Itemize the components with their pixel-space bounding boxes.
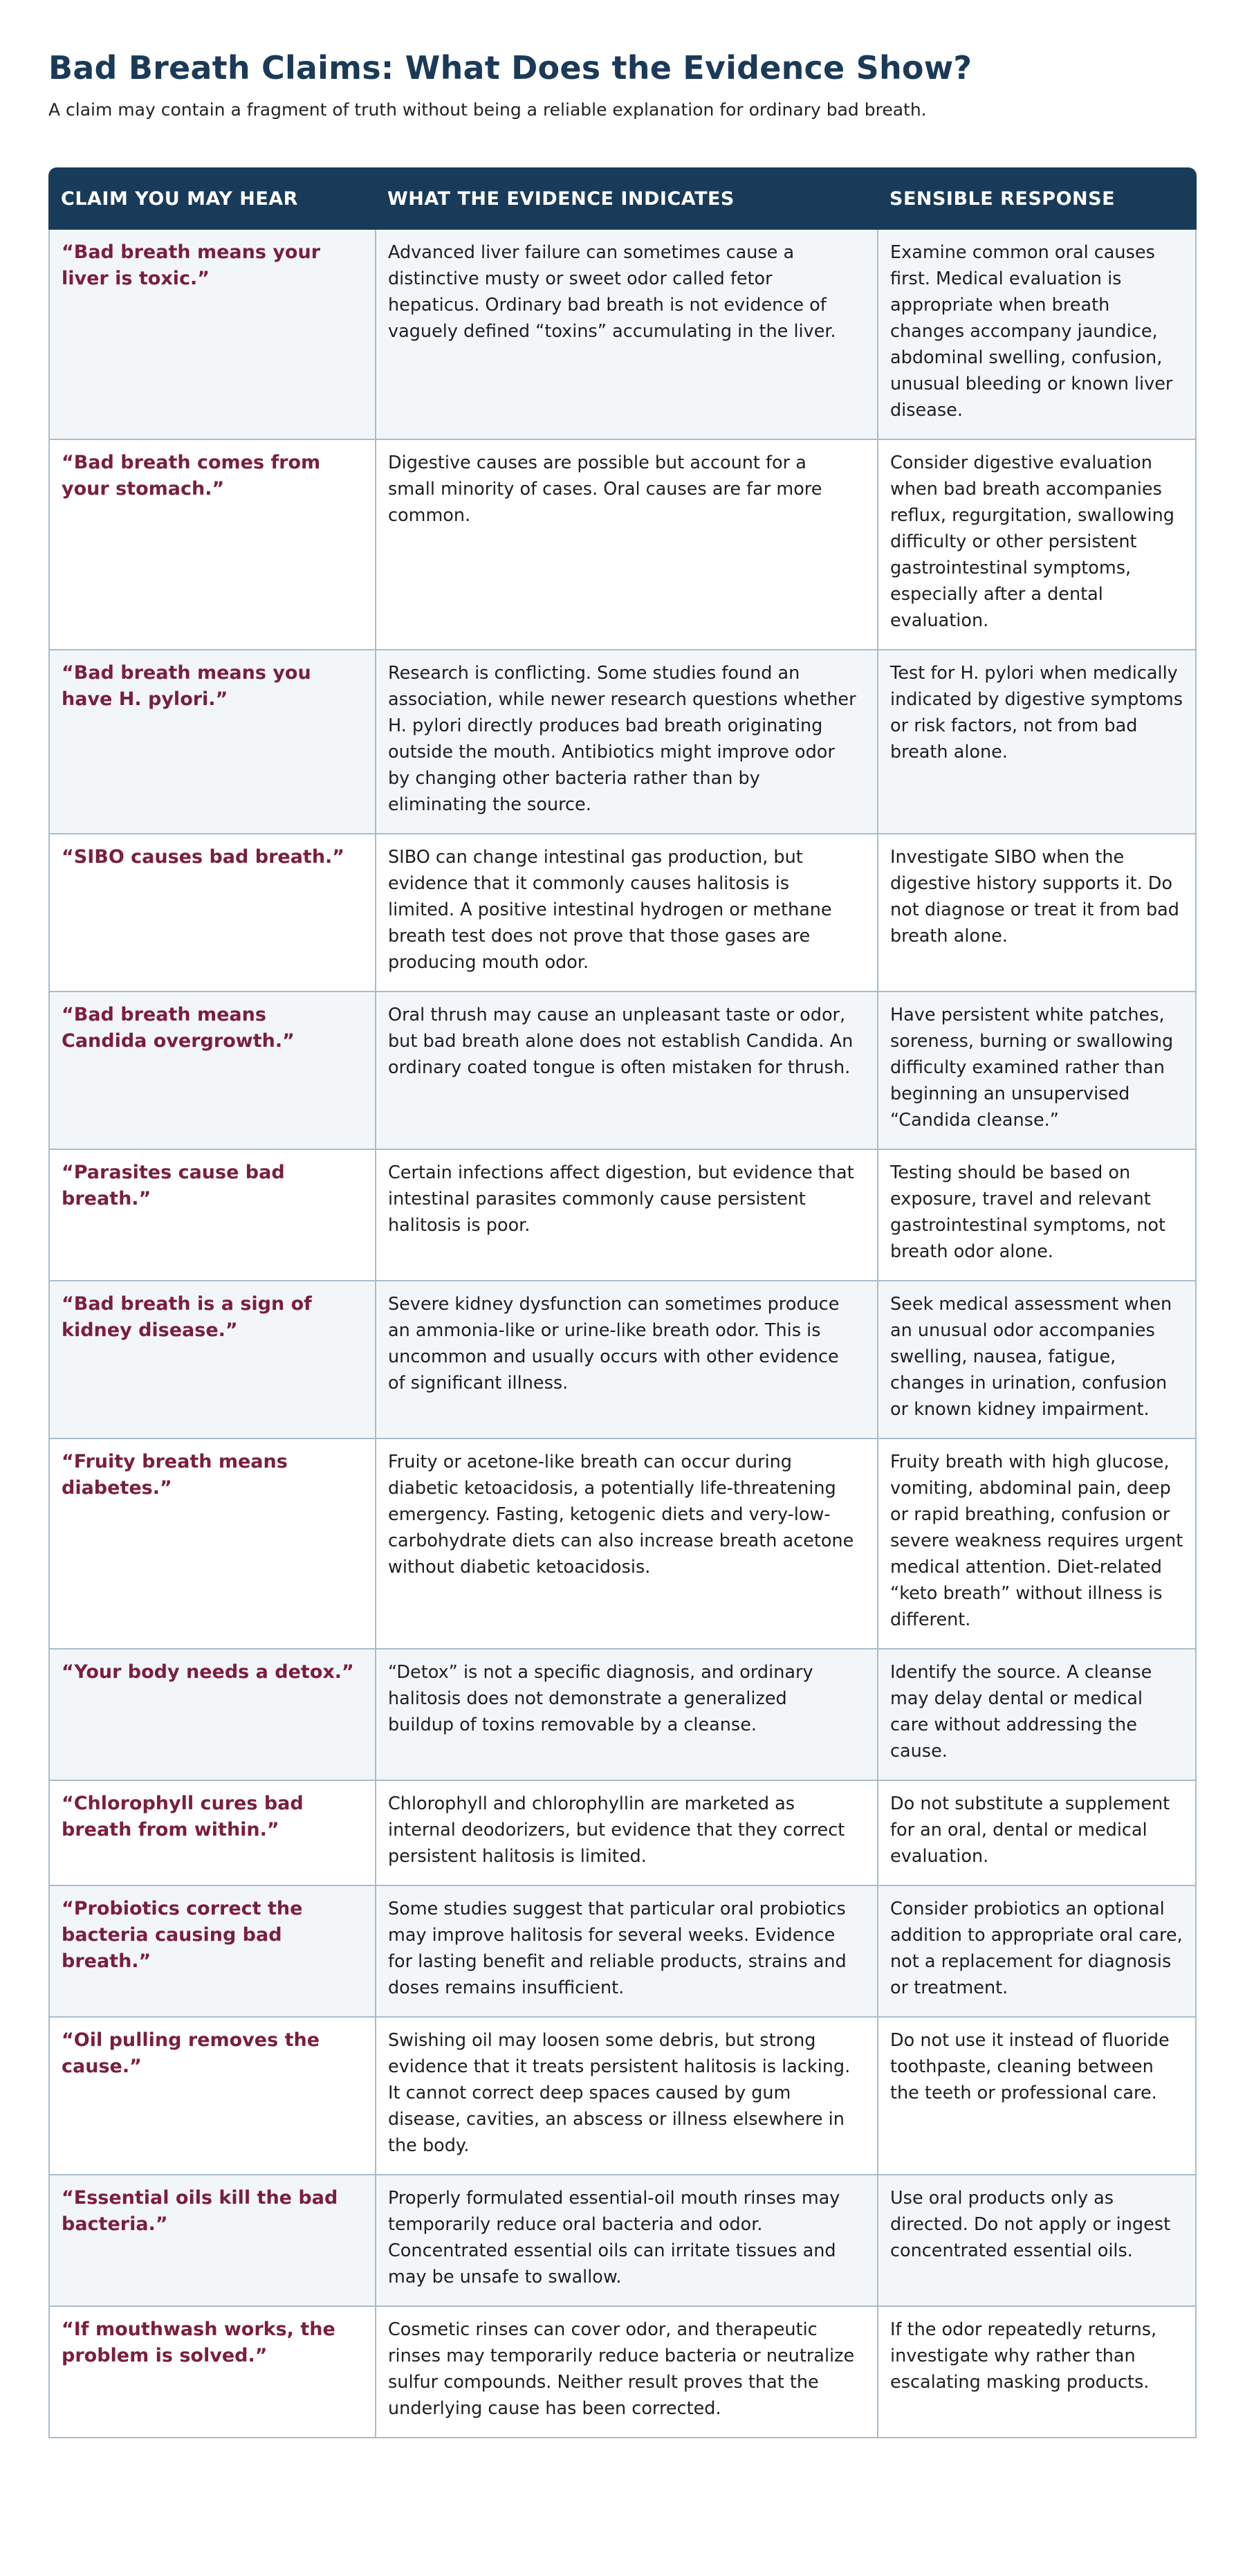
response-cell: Examine common oral causes first. Medical evaluation is appropriate when breath changes accompany jaundice, abdominal swelling, confusion, unusual bleeding or known liver disease. <box>877 230 1197 440</box>
response-cell: Investigate SIBO when the digestive history supports it. Do not diagnose or treat it from bad breath alone. <box>877 834 1197 992</box>
evidence-cell: Oral thrush may cause an unpleasant taste or odor, but bad breath alone does not establish Candida. An ordinary coated tongue is often mistaken for thrush. <box>375 992 877 1150</box>
evidence-cell: Swishing oil may loosen some debris, but strong evidence that it treats persistent halitosis is lacking. It cannot correct deep spaces caused by gum disease, cavities, an abscess or illness elsewhere in the body. <box>375 2018 877 2175</box>
evidence-cell: Digestive causes are possible but account for a small minority of cases. Oral causes are far more common. <box>375 440 877 650</box>
table-row <box>48 1886 1197 2018</box>
header-claim: CLAIM YOU MAY HEAR <box>48 167 375 230</box>
table-row <box>48 2018 1197 2175</box>
evidence-cell: Properly formulated essential-oil mouth rinses may temporarily reduce oral bacteria and odor. Concentrated essential oils can irritate tissues and may be unsafe to swallow. <box>375 2175 877 2307</box>
claim-cell: “Fruity breath means diabetes.” <box>48 1439 375 1650</box>
response-cell: Consider digestive evaluation when bad breath accompanies reflux, regurgitation, swallowing difficulty or other persistent gastrointestinal symptoms, especially after a dental evaluation. <box>877 440 1197 650</box>
claim-cell: “Chlorophyll cures bad breath from within.” <box>48 1781 375 1886</box>
response-cell: Use oral products only as directed. Do not apply or ingest concentrated essential oils. <box>877 2175 1197 2307</box>
header-row <box>48 167 1197 230</box>
claims-table-container <box>48 167 1197 2438</box>
table-row <box>48 440 1197 650</box>
claim-cell: “Bad breath means Candida overgrowth.” <box>48 992 375 1150</box>
table-row <box>48 1281 1197 1439</box>
response-cell: Do not substitute a supplement for an oral, dental or medical evaluation. <box>877 1781 1197 1886</box>
evidence-cell: Certain infections affect digestion, but evidence that intestinal parasites commonly cause persistent halitosis is poor. <box>375 1150 877 1281</box>
table-row <box>48 1439 1197 1650</box>
table-row <box>48 230 1197 440</box>
page-title: Bad Breath Claims: What Does the Evidence Show? <box>48 49 972 86</box>
header-evidence: WHAT THE EVIDENCE INDICATES <box>375 167 877 230</box>
claim-cell: “Bad breath comes from your stomach.” <box>48 440 375 650</box>
table-body <box>48 230 1197 2438</box>
evidence-cell: Some studies suggest that particular oral probiotics may improve halitosis for several weeks. Evidence for lasting benefit and reliable products, strains and doses remains insufficient. <box>375 1886 877 2018</box>
page-subtitle: A claim may contain a fragment of truth without being a reliable explanation for ordinary bad breath. <box>48 100 927 120</box>
response-cell: Identify the source. A cleanse may delay dental or medical care without addressing the cause. <box>877 1650 1197 1781</box>
table-row <box>48 2307 1197 2438</box>
claim-cell: “Probiotics correct the bacteria causing bad breath.” <box>48 1886 375 2018</box>
response-cell: Consider probiotics an optional addition to appropriate oral care, not a replacement for diagnosis or treatment. <box>877 1886 1197 2018</box>
claim-cell: “If mouthwash works, the problem is solved.” <box>48 2307 375 2438</box>
header-response: SENSIBLE RESPONSE <box>877 167 1197 230</box>
claims-table <box>48 167 1197 2438</box>
response-cell: Testing should be based on exposure, travel and relevant gastrointestinal symptoms, not breath odor alone. <box>877 1150 1197 1281</box>
claim-cell: “Essential oils kill the bad bacteria.” <box>48 2175 375 2307</box>
claim-cell: “Your body needs a detox.” <box>48 1650 375 1781</box>
table-row <box>48 2175 1197 2307</box>
claim-cell: “Bad breath is a sign of kidney disease.” <box>48 1281 375 1439</box>
evidence-cell: Chlorophyll and chlorophyllin are marketed as internal deodorizers, but evidence that they correct persistent halitosis is limited. <box>375 1781 877 1886</box>
claim-cell: “SIBO causes bad breath.” <box>48 834 375 992</box>
response-cell: If the odor repeatedly returns, investigate why rather than escalating masking products. <box>877 2307 1197 2438</box>
claim-cell: “Bad breath means your liver is toxic.” <box>48 230 375 440</box>
evidence-cell: “Detox” is not a specific diagnosis, and ordinary halitosis does not demonstrate a generalized buildup of toxins removable by a cleanse. <box>375 1650 877 1781</box>
evidence-cell: Advanced liver failure can sometimes cause a distinctive musty or sweet odor called fetor hepaticus. Ordinary bad breath is not evidence of vaguely defined “toxins” accumulating in the liver. <box>375 230 877 440</box>
table-row <box>48 1781 1197 1886</box>
table-header <box>48 167 1197 230</box>
evidence-cell: SIBO can change intestinal gas production, but evidence that it commonly causes halitosis is limited. A positive intestinal hydrogen or methane breath test does not prove that those gases are producing mouth odor. <box>375 834 877 992</box>
table-row <box>48 650 1197 834</box>
evidence-cell: Severe kidney dysfunction can sometimes produce an ammonia-like or urine-like breath odor. This is uncommon and usually occurs with other evidence of significant illness. <box>375 1281 877 1439</box>
table-row <box>48 992 1197 1150</box>
claim-cell: “Bad breath means you have H. pylori.” <box>48 650 375 834</box>
table-row <box>48 834 1197 992</box>
evidence-cell: Cosmetic rinses can cover odor, and therapeutic rinses may temporarily reduce bacteria or neutralize sulfur compounds. Neither result proves that the underlying cause has been corrected. <box>375 2307 877 2438</box>
response-cell: Have persistent white patches, soreness, burning or swallowing difficulty examined rather than beginning an unsupervised “Candida cleanse.” <box>877 992 1197 1150</box>
response-cell: Fruity breath with high glucose, vomiting, abdominal pain, deep or rapid breathing, confusion or severe weakness requires urgent medical attention. Diet-related “keto breath” without illness is different. <box>877 1439 1197 1650</box>
table-row <box>48 1650 1197 1781</box>
claim-cell: “Parasites cause bad breath.” <box>48 1150 375 1281</box>
response-cell: Do not use it instead of fluoride toothpaste, cleaning between the teeth or professional care. <box>877 2018 1197 2175</box>
response-cell: Test for H. pylori when medically indicated by digestive symptoms or risk factors, not from bad breath alone. <box>877 650 1197 834</box>
claim-cell: “Oil pulling removes the cause.” <box>48 2018 375 2175</box>
table-row <box>48 1150 1197 1281</box>
evidence-cell: Fruity or acetone-like breath can occur during diabetic ketoacidosis, a potentially life-threatening emergency. Fasting, ketogenic diets and very-low-carbohydrate diets can also increase breath acetone without diabetic ketoacidosis. <box>375 1439 877 1650</box>
response-cell: Seek medical assessment when an unusual odor accompanies swelling, nausea, fatigue, changes in urination, confusion or known kidney impairment. <box>877 1281 1197 1439</box>
evidence-cell: Research is conflicting. Some studies found an association, while newer research questions whether H. pylori directly produces bad breath originating outside the mouth. Antibiotics might improve odor by changing other bacteria rather than by eliminating the source. <box>375 650 877 834</box>
